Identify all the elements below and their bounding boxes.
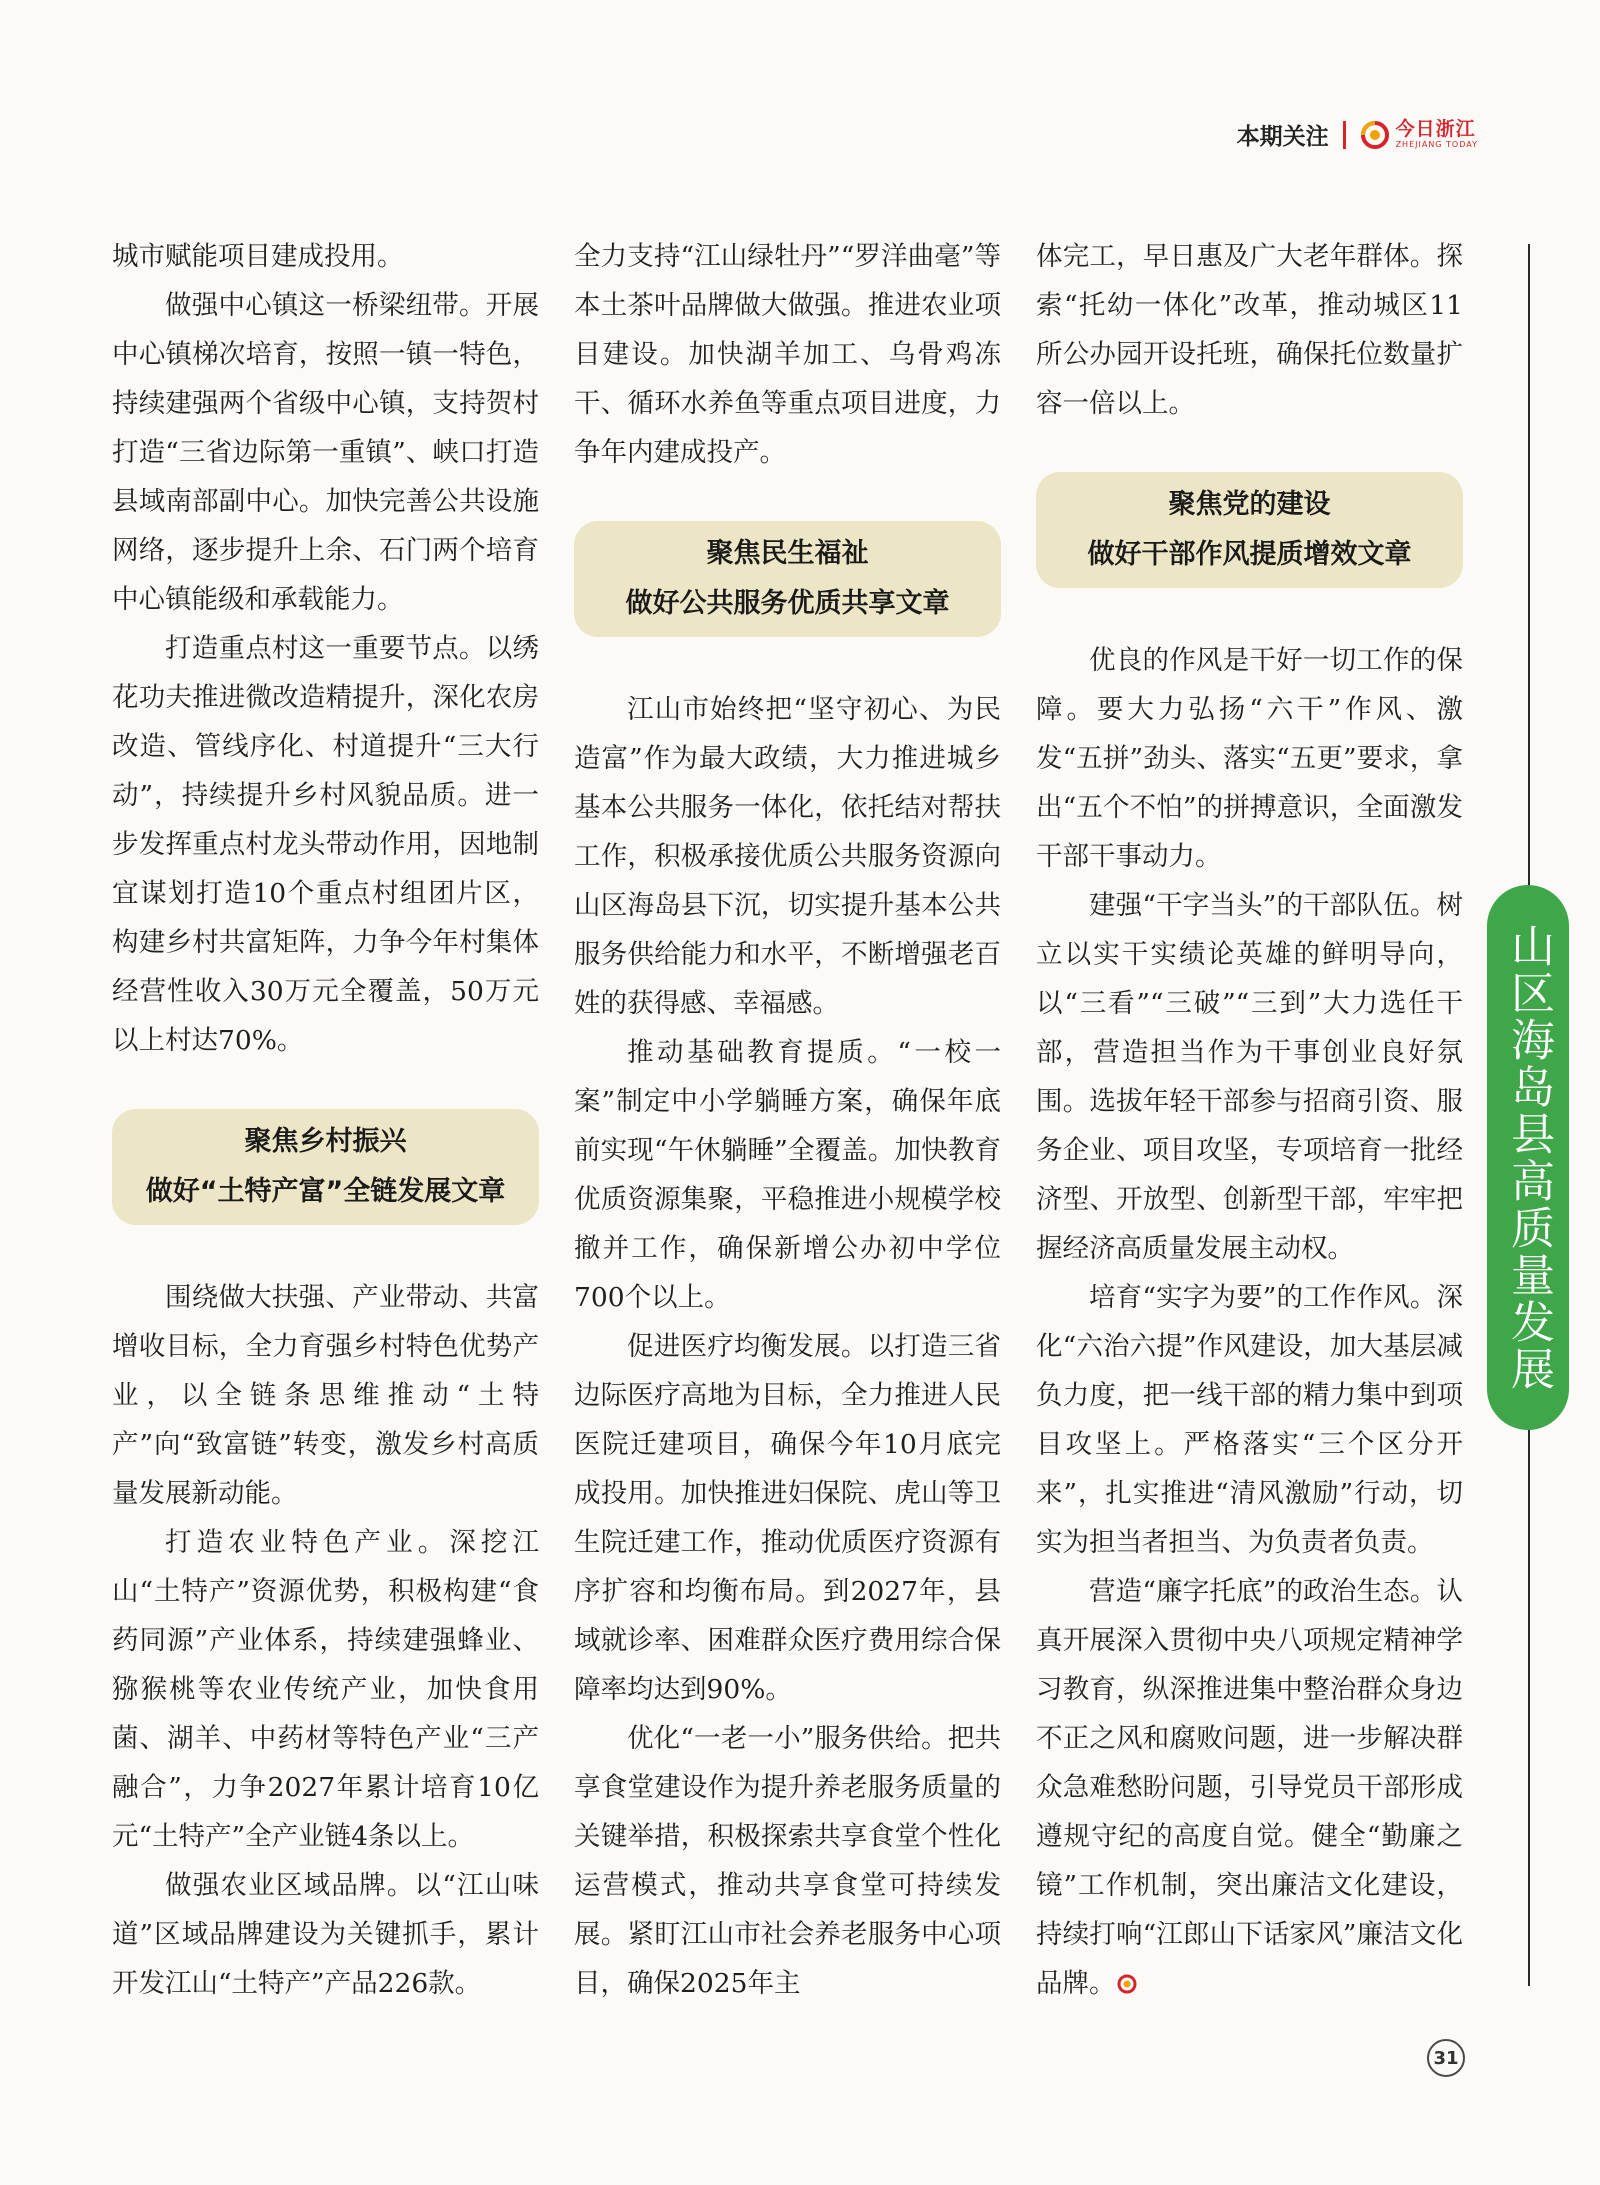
paragraph: 全力支持“江山绿牡丹”“罗洋曲毫”等本土茶叶品牌做大做强。推进农业项目建设。加快湖羊加工、乌骨鸡冻干、循环水养鱼等重点项目进度，力争年内建成投产。	[574, 241, 1001, 468]
heading-line: 做好“土特产富”全链发展文章	[145, 1176, 506, 1207]
paragraph: 优化“一老一小”服务供给。把共享食堂建设作为提升养老服务质量的关键举措，积极探索共享食堂个性化运营模式，推动共享食堂可持续发展。紧盯江山市社会养老服务中心项目，确保2025年主	[574, 1723, 1001, 1999]
paragraph: 打造重点村这一重要节点。以绣花功夫推进微改造精提升，深化农房改造、管线序化、村道提升“三大行动”，持续提升乡村风貌品质。进一步发挥重点村龙头带动作用，因地制宜谋划打造10个重点村组团片区，构建乡村共富矩阵，力争今年村集体经营性收入30万元全覆盖，50万元以上村达70%。	[112, 633, 539, 1056]
paragraph: 做强中心镇这一桥梁纽带。开展中心镇梯次培育，按照一镇一特色，持续建强两个省级中心镇，支持贺村打造“三省边际第一重镇”、峡口打造县域南部副中心。加快完善公共设施网络，逐步提升上余、石门两个培育中心镇能级和承载能力。	[112, 290, 539, 615]
heading-line: 聚焦党的建设	[1168, 489, 1331, 520]
heading-line: 做好干部作风提质增效文章	[1087, 539, 1412, 570]
column-3	[1036, 232, 1463, 2008]
paragraph: 推动基础教育提质。“一校一案”制定中小学躺睡方案，确保年底前实现“午休躺睡”全覆盖。加快教育优质资源集聚，平稳推进小规模学校撤并工作，确保新增公办初中学位700个以上。	[574, 1037, 1001, 1313]
column-1	[112, 232, 539, 2008]
paragraph: 优良的作风是干好一切工作的保障。要大力弘扬“六干”作风、激发“五拼”劲头、落实“五更”要求，拿出“五个不怕”的拼搏意识，全面激发干部干事动力。	[1036, 645, 1463, 872]
logo-name: 今日浙江	[1395, 118, 1476, 140]
paragraph: 做强农业区域品牌。以“江山味道”区域品牌建设为关键抓手，累计开发江山“土特产”产品226款。	[112, 1870, 539, 1999]
heading-line: 聚焦民生福祉	[706, 538, 869, 569]
magazine-logo	[1360, 120, 1478, 150]
logo-swirl-icon	[1360, 120, 1390, 150]
section-label: 本期关注	[1236, 124, 1329, 150]
section-heading-rural	[112, 1109, 539, 1225]
paragraph: 城市赋能项目建成投用。	[112, 241, 404, 272]
paragraph: 促进医疗均衡发展。以打造三省边际医疗高地为目标，全力推进人民医院迁建项目，确保今年10月底完成投用。加快推进妇保院、虎山等卫生院迁建工作，推动优质医疗资源有序扩容和均衡布局。到2027年，县域就诊率、困难群众医疗费用综合保障率均达到90%。	[574, 1331, 1001, 1705]
heading-line: 聚焦乡村振兴	[244, 1126, 407, 1157]
paragraph-last	[1036, 1567, 1463, 2008]
paragraph: 江山市始终把“坚守初心、为民造富”作为最大政绩，大力推进城乡基本公共服务一体化，依托结对帮扶工作，积极承接优质公共服务资源向山区海岛县下沉，切实提升基本公共服务供给能力和水平，不断增强老百姓的获得感、幸福感。	[574, 694, 1001, 1019]
page-header	[1237, 118, 1478, 151]
section-heading-livelihood	[574, 521, 1001, 637]
end-mark-icon	[1116, 1973, 1138, 1995]
heading-line: 做好公共服务优质共享文章	[625, 588, 950, 619]
paragraph: 打造农业特色产业。深挖江山“土特产”资源优势，积极构建“食药同源”产业体系，持续建强蜂业、猕猴桃等农业传统产业，加快食用菌、湖羊、中药材等特色产业“三产融合”，力争2027年累计培育10亿元“土特产”全产业链4条以上。	[112, 1527, 539, 1852]
column-2	[574, 232, 1001, 2008]
paragraph: 建强“干字当头”的干部队伍。树立以实干实绩论英雄的鲜明导向，以“三看”“三破”“三到”大力选任干部，营造担当作为干事创业良好氛围。选拔年轻干部参与招商引资、服务企业、项目攻坚，专项培育一批经济型、开放型、创新型干部，牢牢把握经济高质量发展主动权。	[1036, 890, 1463, 1264]
header-divider	[1343, 121, 1346, 149]
page-number: 31	[1427, 2039, 1465, 2077]
section-side-tab	[1487, 885, 1569, 1430]
section-heading-party	[1036, 472, 1463, 588]
side-tab-label: 山区海岛县高质量发展	[1503, 922, 1554, 1393]
paragraph: 培育“实字为要”的工作作风。深化“六治六提”作风建设，加大基层减负力度，把一线干部的精力集中到项目攻坚上。严格落实“三个区分开来”，扎实推进“清风激励”行动，切实为担当者担当、为负责者负责。	[1036, 1282, 1463, 1558]
paragraph: 围绕做大扶强、产业带动、共富增收目标，全力育强乡村特色优势产业，以全链条思维推动“土特产”向“致富链”转变，激发乡村高质量发展新动能。	[112, 1282, 539, 1509]
logo-subtitle: ZHEJIANG TODAY	[1395, 140, 1478, 149]
paragraph: 体完工，早日惠及广大老年群体。探索“托幼一体化”改革，推动城区11所公办园开设托班，确保托位数量扩容一倍以上。	[1036, 241, 1463, 419]
paragraph-text: 营造“廉字托底”的政治生态。认真开展深入贯彻中央八项规定精神学习教育，纵深推进集中整治群众身边不正之风和腐败问题，进一步解决群众急难愁盼问题，引导党员干部形成遵规守纪的高度自觉。健全“勤廉之镜”工作机制，突出廉洁文化建设，持续打响“江郎山下话家风”廉洁文化品牌。	[1036, 1576, 1463, 1999]
